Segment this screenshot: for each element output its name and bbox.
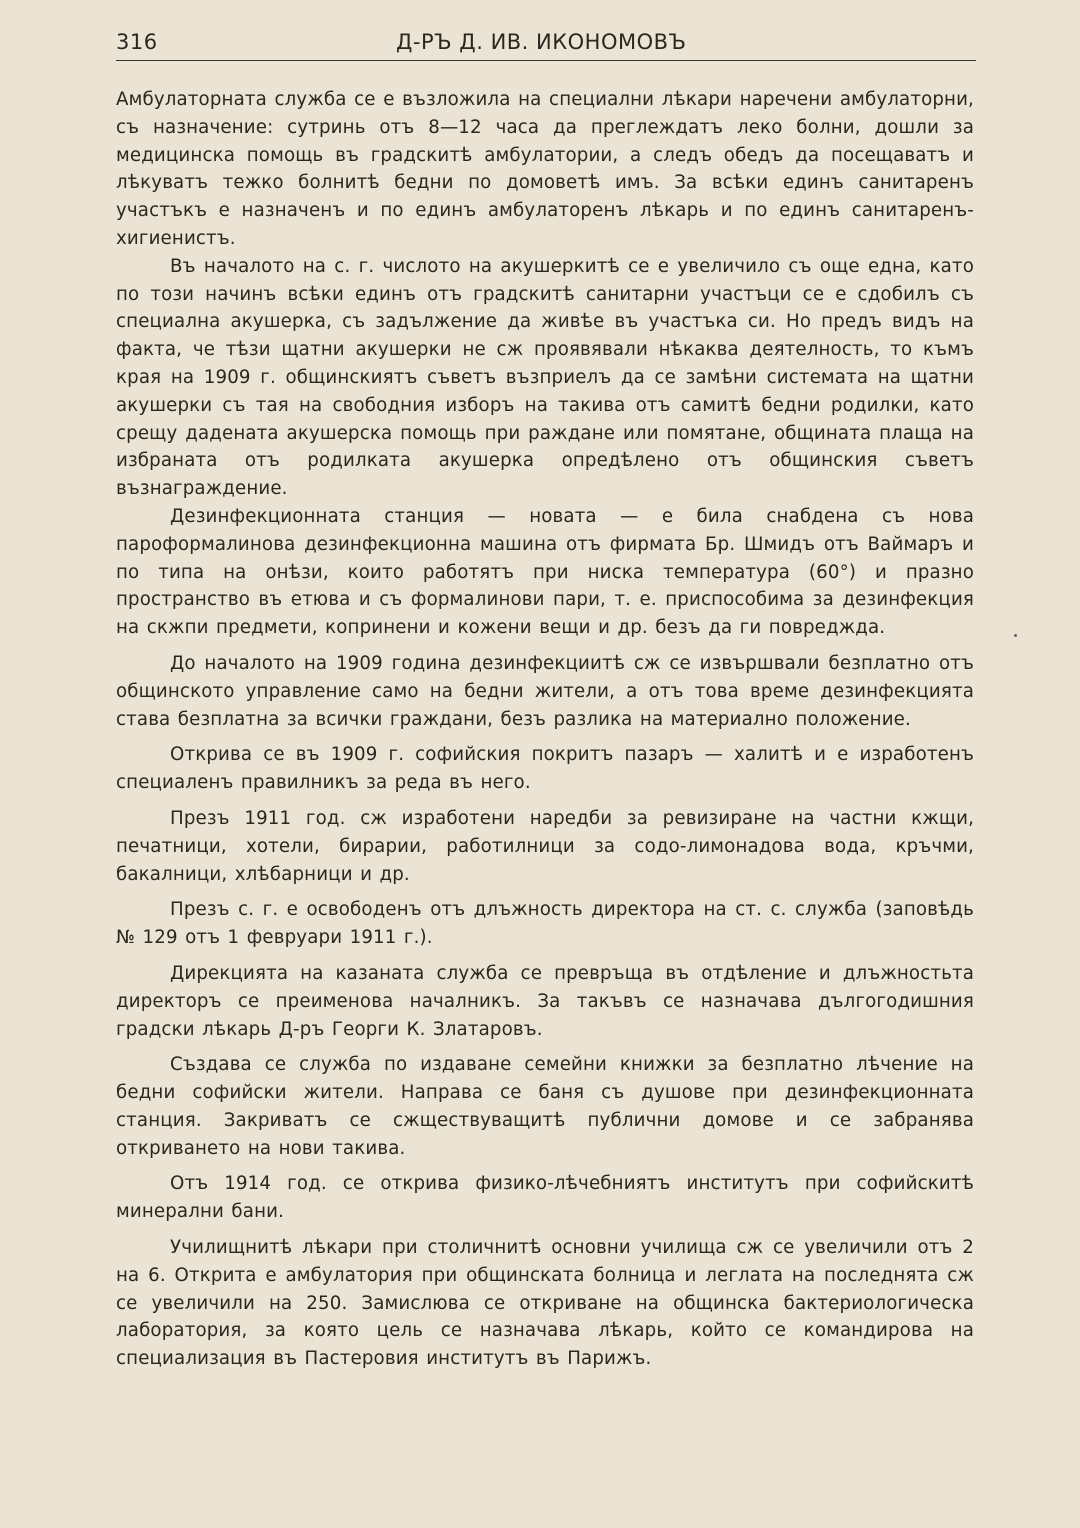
paper-speck: [1014, 634, 1017, 637]
paragraph-free-disinfection: До началото на 1909 година дезинфекциитѣ сж се извършвали безплатно отъ общинското управление само на бедни жители, а отъ това време дезинфекцията става безплатна за всички граждани, безъ разлика на материално положение.: [116, 652, 974, 730]
paragraph-ambulatory-service: Амбулаторната служба се е възложила на специални лѣкари наречени амбулаторни, съ назначение: сутринь отъ 8—12 часа да преглеждатъ леко болни, дошли за медицинска помощь въ градскитѣ амбулатории, а следъ обедъ да посещаватъ и лѣкуватъ тежко болнитѣ бедни по домоветѣ имъ. За всѣки единъ санитаренъ участъкъ е назначенъ и по единъ амбулаторенъ лѣкарь и по единъ санитаренъ-хигиенистъ.: [116, 89, 974, 249]
paragraph-midwives: Въ началото на с. г. числото на акушеркитѣ се е увеличило съ още една, като по този начинъ всѣки единъ отъ градскитѣ санитарни участъци се е сдобилъ съ специална акушерка, съ задължение да живѣе въ участъка си. Но предъ видъ на факта, че тѣзи щатни акушерки не сж проявявали нѣкаква деятелность, то къмъ края на 1909 г. общинскиятъ съветъ възприелъ да се замѣни системата на щатни акушерки съ тая на свободния изборъ на такива отъ самитѣ бедни родилки, като срещу дадената акушерска помощь при раждане или помятане, общината плаща на избраната отъ родилката акушерка опредѣлено отъ общинския съветъ възнаграждение.: [116, 255, 974, 500]
paragraph-school-doctors: Училищнитѣ лѣкари при столичнитѣ основни училища сж се увеличили отъ 2 на 6. Открита е амбулатория при общинската болница и леглата на последнята сж се увеличили на 250. Замислюва се откриване на общинска бактериологическа лаборатория, за която цель се назначава лѣкарь, който се командирова на специализация въ Пастеровия институтъ въ Парижъ.: [116, 1237, 974, 1370]
paragraph-department: Дирекцията на казаната служба се превръща въ отдѣление и длъжностьта директоръ се преименова началникъ. За такъвъ се назначава дългогодишния градски лѣкарь Д-ръ Георги К. Златаровъ.: [116, 962, 974, 1040]
paragraph-director-released: Презъ с. г. е освободенъ отъ длъжность директора на ст. с. служба (заповѣдь № 129 отъ 1 февруари 1911 г.).: [116, 899, 974, 949]
body-text: [116, 86, 974, 1373]
page-header: [116, 26, 976, 61]
paragraph-disinfection-station: Дезинфекционната станция — новата — е била снабдена съ нова пароформалинова дезинфекционна машина отъ фирмата Бр. Шмидъ отъ Ваймаръ и по типа на онѣзи, които работятъ при ниска температура (60°) и празно пространство въ етюва и съ формалинови пари, т. е. приспособима за дезинфекция на скжпи предмети, копринени и кожени вещи и др. безъ да ги повреджда.: [116, 505, 974, 639]
running-head: Д-РЪ Д. ИВ. ИКОНОМОВЪ: [396, 30, 687, 54]
paragraph-inspection-rules: Презъ 1911 год. сж изработени наредби за ревизиране на частни кжщи, печатници, хотели, бирарии, работилници за содо-лимонадова вода, кръчми, бакалници, хлѣбарници и др.: [116, 807, 974, 885]
page-number: 316: [116, 30, 158, 54]
paragraph-family-booklets: Създава се служба по издаване семейни книжки за безплатно лѣчение на бедни софийски жители. Направа се баня съ душове при дезинфекционната станция. Закриватъ се сжществуващитѣ публични домове и се забранява откриването на нови такива.: [116, 1054, 974, 1159]
paragraph-physiotherapy-institute: Отъ 1914 год. се открива физико-лѣчебниятъ институтъ при софийскитѣ минерални бани.: [116, 1173, 974, 1223]
paragraph-covered-market: Открива се въ 1909 г. софийския покритъ пазаръ — халитѣ и е изработенъ специаленъ правилникъ за реда въ него.: [116, 744, 974, 794]
